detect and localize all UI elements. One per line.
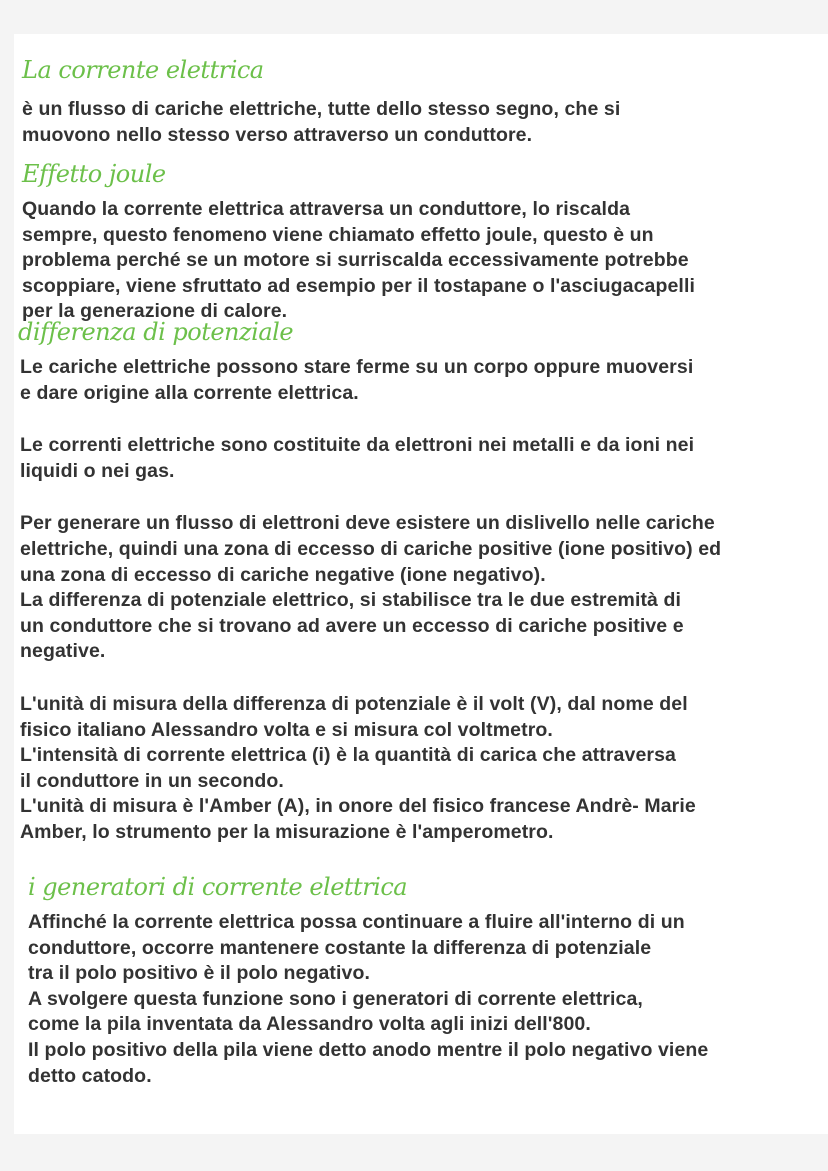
section-effetto-joule bbox=[22, 197, 695, 325]
text-line: conduttore, occorre mantenere costante la differenza di potenziale bbox=[28, 936, 652, 959]
text-line: L'unità di misura è l'Amber (A), in onore del fisico francese Andrè- Marie bbox=[20, 795, 696, 818]
text-line: elettriche, quindi una zona di eccesso di cariche positive (ione positivo) ed bbox=[20, 537, 722, 560]
text-line: sempre, questo fenomeno viene chiamato effetto joule, questo è un bbox=[22, 223, 654, 246]
text-line: problema perché se un motore si surriscalda eccessivamente potrebbe bbox=[22, 249, 689, 272]
text-line: è un flusso di cariche elettriche, tutte dello stesso segno, che si bbox=[22, 98, 621, 120]
text-line: negative. bbox=[20, 640, 106, 663]
heading-differenza-potenziale: differenza di potenziale bbox=[18, 318, 294, 346]
text-line: Il polo positivo della pila viene detto anodo mentre il polo negativo viene bbox=[28, 1038, 709, 1061]
text-line: Per generare un flusso di elettroni deve esistere un dislivello nelle cariche bbox=[20, 512, 715, 535]
text-line: una zona di eccesso di cariche negative (ione negativo). bbox=[20, 563, 546, 586]
text-line: tra il polo positivo è il polo negativo. bbox=[28, 962, 371, 985]
text-line: L'intensità di corrente elettrica (i) è la quantità di carica che attraversa bbox=[20, 744, 676, 767]
text-line: per la generazione di calore. bbox=[22, 300, 288, 323]
heading-corrente-elettrica: La corrente elettrica bbox=[22, 56, 264, 84]
heading-generatori: i generatori di corrente elettrica bbox=[28, 873, 408, 901]
text-line: come la pila inventata da Alessandro volta agli inizi dell'800. bbox=[28, 1013, 591, 1036]
text-line: fisico italiano Alessandro volta e si misura col voltmetro. bbox=[20, 718, 553, 741]
text-line: Le correnti elettriche sono costituite da elettroni nei metalli e da ioni nei bbox=[20, 434, 695, 457]
text-line: L'unità di misura della differenza di potenziale è il volt (V), dal nome del bbox=[20, 692, 688, 715]
blank-line bbox=[20, 406, 721, 433]
section-corrente-elettrica bbox=[22, 97, 620, 148]
blank-line bbox=[20, 665, 721, 692]
heading-effetto-joule: Effetto joule bbox=[22, 160, 166, 188]
text-line: La differenza di potenziale elettrico, si stabilisce tra le due estremità di bbox=[20, 589, 682, 612]
text-line: detto catodo. bbox=[28, 1064, 152, 1087]
text-line: muovono nello stesso verso attraverso un conduttore. bbox=[22, 123, 533, 146]
text-line: Quando la corrente elettrica attraversa un conduttore, lo riscalda bbox=[22, 198, 631, 220]
text-line: il conduttore in un secondo. bbox=[20, 769, 284, 792]
text-line: A svolgere questa funzione sono i generatori di corrente elettrica, bbox=[28, 987, 643, 1010]
text-line: Amber, lo strumento per la misurazione è l'amperometro. bbox=[20, 820, 554, 843]
section-generatori bbox=[28, 910, 708, 1089]
text-line: scoppiare, viene sfruttato ad esempio per il tostapane o l'asciugacapelli bbox=[22, 274, 695, 297]
text-line: Le cariche elettriche possono stare ferme su un corpo oppure muoversi bbox=[20, 356, 694, 378]
blank-line bbox=[20, 484, 721, 511]
text-line: liquidi o nei gas. bbox=[20, 459, 175, 482]
text-line: e dare origine alla corrente elettrica. bbox=[20, 381, 359, 404]
text-line: un conduttore che si trovano ad avere un eccesso di cariche positive e bbox=[20, 614, 684, 637]
text-line: Affinché la corrente elettrica possa continuare a fluire all'interno di un bbox=[28, 911, 685, 933]
section-differenza-potenziale bbox=[20, 355, 721, 846]
